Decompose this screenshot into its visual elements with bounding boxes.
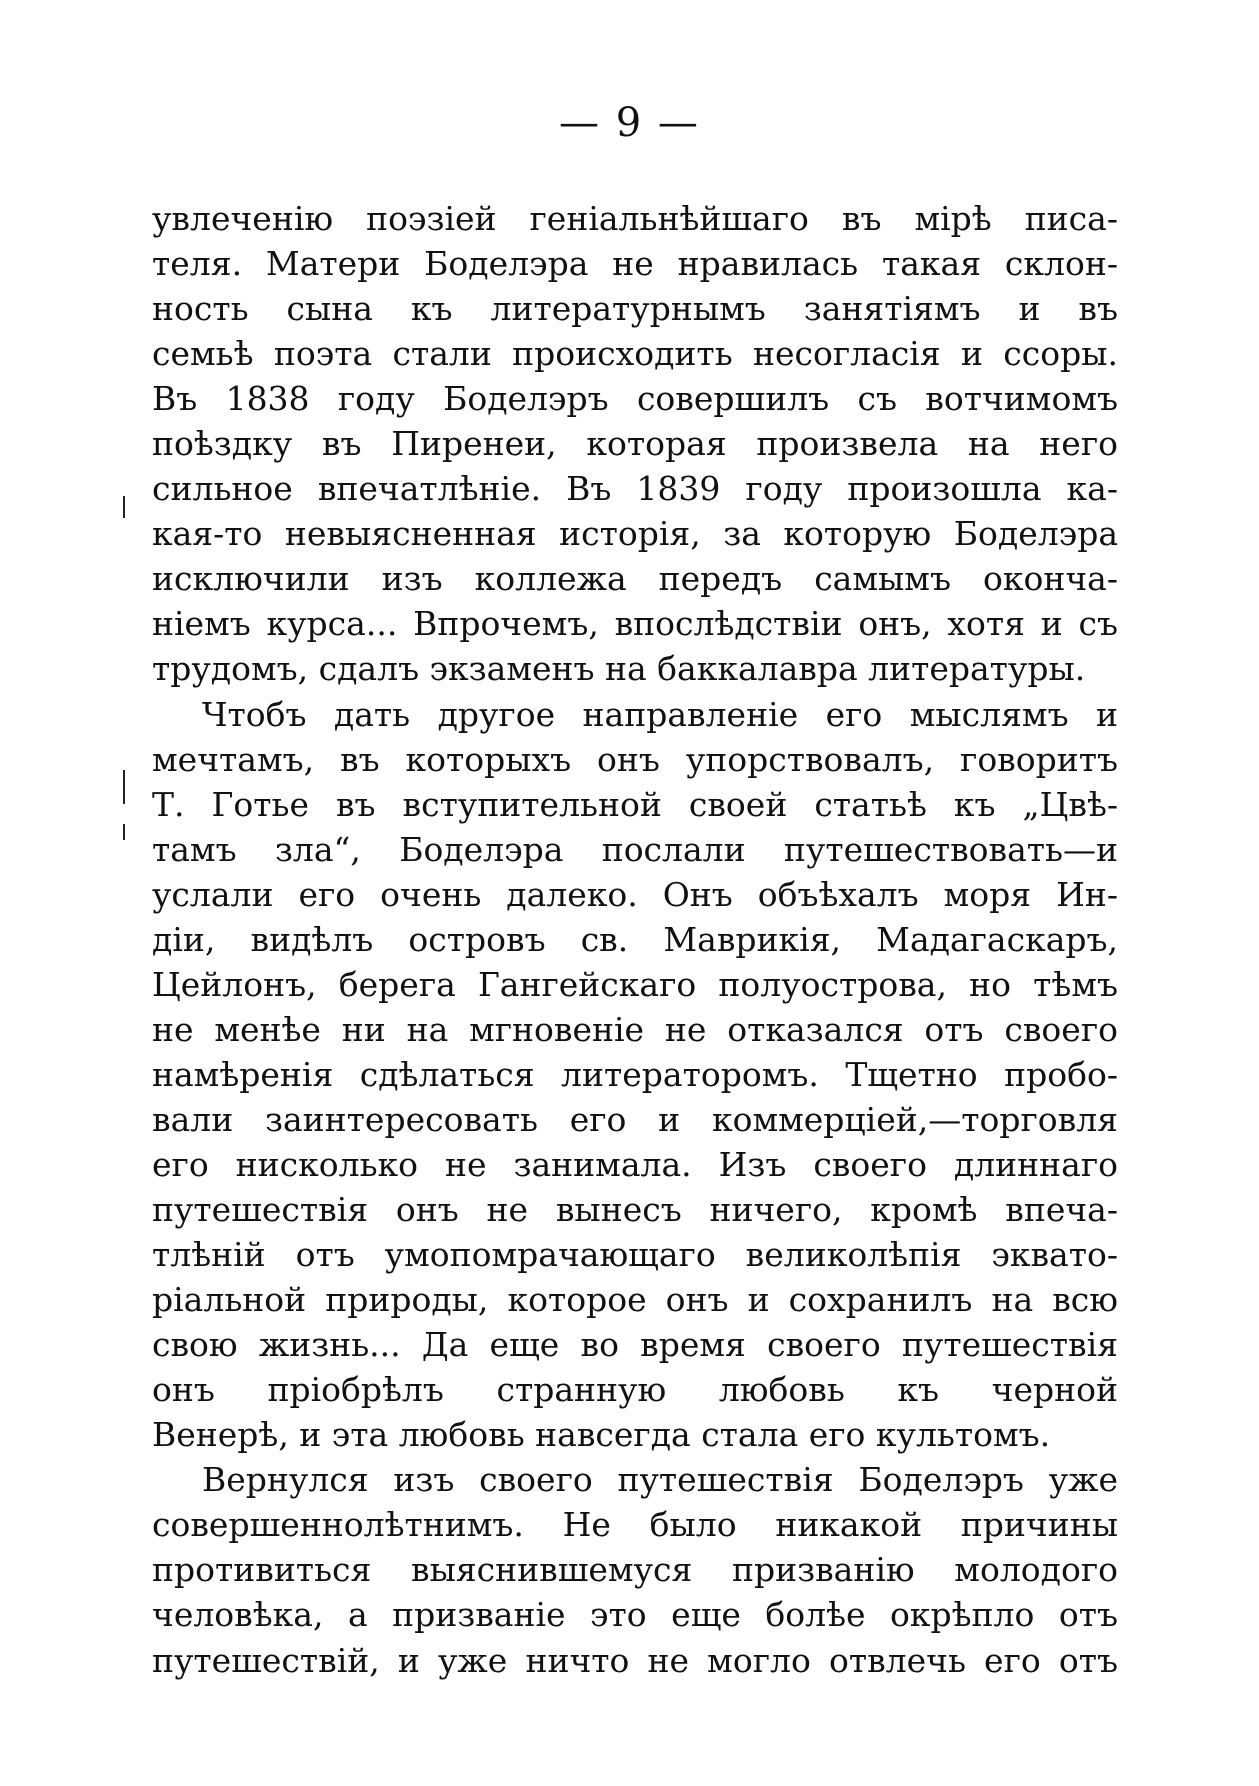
text-line: исключили изъ коллежа передъ самымъ оконча- <box>152 559 1118 599</box>
text-line: Вернулся изъ своего путешествія Боделэръ уже <box>202 1460 1118 1500</box>
text-line: Т. Готье въ вступительной своей статьѣ къ „Цвѣ- <box>152 784 1118 824</box>
text-line: увлеченію поэзіей геніальнѣйшаго въ мірѣ писа- <box>152 199 1118 238</box>
text-line: мечтамъ, въ которыхъ онъ упорствовалъ, говоритъ <box>152 739 1118 779</box>
text-line: его нисколько не занимала. Изъ своего длиннаго <box>152 1144 1118 1184</box>
text-line: Венерѣ, и эта любовь навсегда стала его культомъ. <box>152 1415 1051 1455</box>
text-line: ность сына къ литературнымъ занятіямъ и въ <box>152 289 1118 329</box>
text-line: противиться выяснившемуся призванію молодого <box>152 1550 1118 1590</box>
text-line: вали заинтересовать его и коммерціей,—торговля <box>152 1099 1118 1139</box>
text-line: поѣздку въ Пиренеи, которая произвела на него <box>152 424 1118 464</box>
text-line: услали его очень далеко. Онъ объѣхалъ моря Ин- <box>152 874 1118 914</box>
text-line: трудомъ, сдалъ экзаменъ на баккалавра литературы. <box>152 649 1086 689</box>
margin-mark <box>123 770 125 804</box>
text-line: семьѣ поэта стали происходить несогласія и ссоры. <box>152 334 1118 374</box>
text-line: Въ 1838 году Боделэръ совершилъ съ вотчимомъ <box>152 379 1118 419</box>
text-line: не менѣе ни на мгновеніе не отказался отъ своего <box>152 1009 1118 1049</box>
text-line: свою жизнь... Да еще во время своего путешествія <box>152 1325 1118 1365</box>
text-line: тамъ зла“, Боделэра послали путешествовать—и <box>152 829 1118 869</box>
text-line: Чтобъ дать другое направленіе его мыслямъ и <box>202 694 1118 734</box>
text-line: тлѣній отъ умопомрачающаго великолѣпія эквато- <box>152 1235 1118 1275</box>
text-line: Цейлонъ, берега Гангейскаго полуострова, но тѣмъ <box>152 964 1118 1004</box>
text-line: ніемъ курса... Впрочемъ, впослѣдствіи онъ, хотя и съ <box>152 604 1118 644</box>
text-line: теля. Матери Боделэра не нравилась такая склон- <box>152 244 1118 284</box>
text-line: намѣренія сдѣлаться литераторомъ. Тщетно пробо- <box>152 1054 1118 1094</box>
margin-mark <box>123 824 125 840</box>
body-text <box>152 196 1118 1683</box>
text-line: сильное впечатлѣніе. Въ 1839 году произошла ка- <box>152 469 1118 509</box>
margin-mark <box>123 496 125 518</box>
text-line: онъ пріобрѣлъ странную любовь къ черной <box>152 1370 1118 1410</box>
text-line: діи, видѣлъ островъ св. Маврикія, Мадагаскаръ, <box>152 919 1118 959</box>
text-line: человѣка, а призваніе это еще болѣе окрѣпло отъ <box>152 1595 1118 1635</box>
text-line: путешествій, и уже ничто не могло отвлечь его отъ <box>152 1640 1118 1680</box>
text-line: кая-то невыясненная исторія, за которую Боделэра <box>152 514 1118 554</box>
text-line: ріальной природы, которое онъ и сохранилъ на всю <box>152 1280 1118 1320</box>
page-number: — 9 — <box>559 100 700 146</box>
text-line: совершеннолѣтнимъ. Не было никакой причины <box>152 1505 1118 1545</box>
text-line: путешествія онъ не вынесъ ничего, кромѣ впеча- <box>152 1190 1118 1230</box>
